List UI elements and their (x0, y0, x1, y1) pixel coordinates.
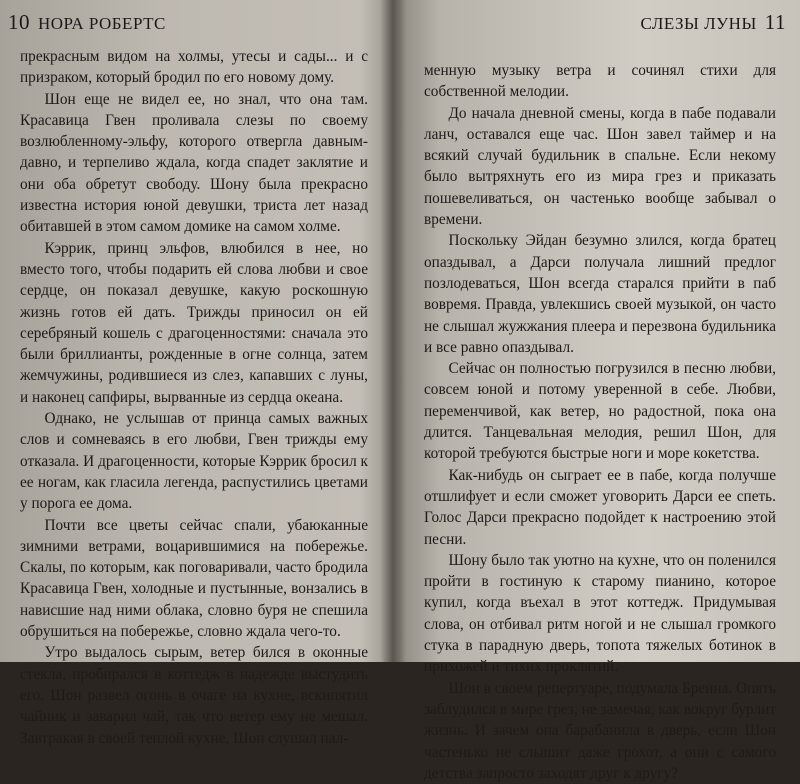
right-running-head: СЛЕЗЫ ЛУНЫ (640, 14, 757, 33)
paragraph: прекрасным видом на холмы, утесы и сады... и с призраком, который бродил по его новому дому. (20, 48, 368, 87)
right-page-header (640, 10, 786, 35)
paragraph: Кэррик, принц эльфов, влюбился в нее, но вместо того, чтобы подарить ей слова любви и свое сердце, он показал девушке, какую роскошную жизнь готов ей дать. Трижды приносил он ей серебряный кошель с драгоценностями: сначала это были бриллианты, рожденные в огне солнца, затем жемчужины, родившиеся из слез, капавших с луны, и наконец сапфиры, вырванные из сердца океана. (20, 239, 368, 406)
paragraph: Шон в своем репертуаре, подумала Бренна. Опять заблудился в мире грез, не замечая, как вокруг бурлит жизнь. И зачем она барабанила в дверь, если Шон частенько не слышит даже грохот, а они с самого детства запросто заходят друг к другу? (424, 679, 776, 782)
paragraph: Как-нибудь он сыграет ее в пабе, когда получше отшлифует и если сможет уговорить Дарси ее спеть. Голос Дарси прекрасно подойдет к настроению этой песни. (424, 466, 776, 548)
left-page-text (20, 46, 368, 749)
left-page-number: 10 (8, 10, 30, 34)
paragraph: Поскольку Эйдан безумно злился, когда братец опаздывал, а Дарси получала лишний предлог позлодеваться, Шон всегда старался прийти в паб вовремя. Правда, увлекшись своей музыкой, он часто не слышал жужжания плеера и перезвона будильника и все равно опаздывал. (424, 232, 776, 356)
paragraph: менную музыку ветра и сочинял стихи для собственной мелодии. (424, 62, 776, 101)
left-page-header (8, 10, 166, 35)
left-running-head: НОРА РОБЕРТС (38, 14, 166, 33)
paragraph: Шон еще не видел ее, но знал, что она там. Красавица Гвен проливала слезы по своему возлюбленному-эльфу, которого отвергла давным-давно, и терпеливо ждала, когда спадет заклятие и они оба обретут свободу. Шону была прекрасно известна история юной девушки, триста лет назад обитавшей в этом самом домике на самом холме. (20, 90, 368, 236)
right-page (400, 0, 800, 782)
paragraph: До начала дневной смены, когда в пабе подавали ланч, оставался еще час. Шон завел таймер и на всякий случай будильник в спальне. Если некому было вытряхнуть его из мира грез и приказать пошевеливаться, он частенько вообще забывал о времени. (424, 104, 776, 229)
paragraph: Почти все цветы сейчас спали, убаюканные зимними ветрами, воцарившимися на побережье. Скалы, по которым, как поговаривали, часто бродила Красавица Гвен, холодные и пустынные, вонзались в нависшие над ними облака, словно буря не спешила обрушиться на побережье, словно ждала чего-то. (20, 516, 368, 641)
left-page (0, 0, 385, 747)
paragraph: Утро выдалось сырым, ветер бился в оконные стекла, пробирался в коттедж в надежде выстудить его. Шон развел огонь в очаге на кухне, вскипятил чайник и заварил чай, так что ветер ему не мешал. Завтракая в своей теплой кухне, Шон слушал нал- (20, 644, 368, 747)
paragraph: Шону было так уютно на кухне, что он поленился пройти в гостиную к старому пианино, которое купил, когда въехал в этот коттедж. Придумывая слова, он отбивал ритм ногой и не слышал громкого стука в парадную дверь, топота тяжелых ботинок в прихожей и тихих проклятий. (424, 551, 776, 676)
right-page-number: 11 (764, 10, 786, 34)
right-page-text (424, 60, 776, 784)
paragraph: Однако, не услышав от принца самых важных слов и сомневаясь в его любви, Гвен трижды ему отказала. И драгоценности, которые Кэррик бросил к ее ногам, как гласила легенда, распустились цветами у порога ее дома. (20, 410, 368, 513)
paragraph: Сейчас он полностью погрузился в песню любви, совсем юной и потому уверенной в себе. Любви, переменчивой, как ветер, но радостной, пока она длится. Танцевальная мелодия, решил Шон, для которой требуются быстрые ноги и море кокетства. (424, 360, 776, 463)
